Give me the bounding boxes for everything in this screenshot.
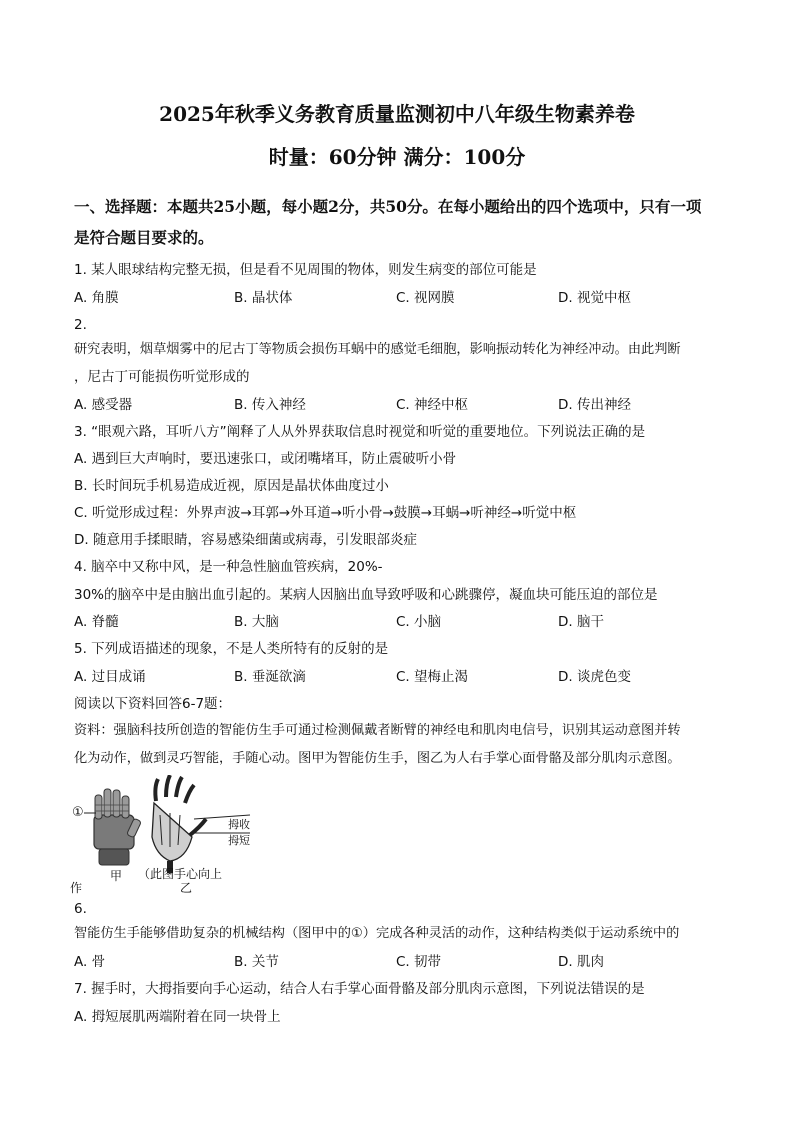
reading-material-line2: 化为动作，做到灵巧智能，手随心动。图甲为智能仿生手，图乙为人右手掌心面骨骼及部分肌肉示意图。 — [74, 751, 681, 766]
figure-label-yi: 乙 — [180, 881, 193, 895]
question-6-option-b[interactable]: B. 关节 — [234, 954, 279, 970]
figure-label-jia: 甲 — [110, 869, 123, 883]
question-2-option-a[interactable]: A. 感受器 — [74, 397, 133, 413]
exam-title: 2025年秋季义务教育质量监测初中八年级生物素养卷 — [159, 102, 635, 126]
question-3-option-c[interactable]: C. 听觉形成过程：外界声波→耳郭→外耳道→听小骨→鼓膜→耳蜗→听神经→听觉中枢 — [74, 505, 577, 521]
question-6-stem: 智能仿生手能够借助复杂的机械结构（图甲中的①）完成各种灵活的动作，这种结构类似于运动系统中的 — [74, 926, 680, 941]
question-6-option-c[interactable]: C. 韧带 — [396, 954, 442, 970]
question-5-stem: 5. 下列成语描述的现象，不是人类所特有的反射的是 — [74, 641, 389, 657]
question-2-stem-line1: 研究表明，烟草烟雾中的尼古丁等物质会损伤耳蜗中的感觉毛细胞，影响振动转化为神经冲动。由此判断 — [74, 342, 681, 357]
question-6-option-d[interactable]: D. 肌肉 — [558, 954, 604, 970]
question-3-option-b[interactable]: B. 长时间玩手机易造成近视，原因是晶状体曲度过小 — [74, 478, 389, 494]
robotic-hand-illustration — [84, 789, 141, 865]
section-heading-line1: 一、选择题：本题共25小题，每小题2分，共50分。在每小题给出的四个选项中，只有一项 — [74, 197, 702, 216]
question-2-option-c[interactable]: C. 神经中枢 — [396, 397, 469, 413]
figure-edge-text: 作 — [70, 881, 83, 895]
question-4-stem-line2: 30%的脑卒中是由脑出血引起的。某病人因脑出血导致呼吸和心跳骤停，凝血块可能压迫的部位是 — [74, 587, 658, 603]
question-2-option-d[interactable]: D. 传出神经 — [558, 397, 631, 413]
question-5-option-b[interactable]: B. 垂涎欲滴 — [234, 669, 306, 685]
reading-intro: 阅读以下资料回答6-7题： — [74, 696, 232, 712]
question-1-stem: 1. 某人眼球结构完整无损，但是看不见周围的物体，则发生病变的部位可能是 — [74, 262, 537, 278]
question-1-option-d[interactable]: D. 视觉中枢 — [558, 290, 631, 306]
question-3-stem: 3. “眼观六路，耳听八方”阐释了人从外界获取信息时视觉和听觉的重要地位。下列说法正确的是 — [74, 424, 646, 440]
question-4-option-c[interactable]: C. 小脑 — [396, 614, 442, 630]
section-heading — [74, 191, 724, 253]
question-4-stem-line1: 4. 脑卒中又称中风，是一种急性脑血管疾病，20%- — [74, 559, 383, 575]
question-6-number: 6. — [74, 901, 87, 917]
question-7-option-a[interactable]: A. 拇短展肌两端附着在同一块骨上 — [74, 1009, 281, 1025]
figure-marker: ① — [72, 805, 84, 820]
hand-figure — [70, 775, 270, 893]
question-1-option-b[interactable]: B. 晶状体 — [234, 290, 293, 306]
exam-subtitle: 时量：60分钟 满分：100分 — [268, 145, 526, 169]
question-3-option-d[interactable]: D. 随意用手揉眼睛，容易感染细菌或病毒，引发眼部炎症 — [74, 532, 417, 548]
question-2-option-b[interactable]: B. 传入神经 — [234, 397, 306, 413]
question-5-option-a[interactable]: A. 过目成诵 — [74, 669, 146, 685]
question-1-option-a[interactable]: A. 角膜 — [74, 290, 119, 306]
question-4-option-b[interactable]: B. 大脑 — [234, 614, 279, 630]
question-2-stem-line2: ，尼古丁可能损伤听觉形成的 — [74, 369, 250, 385]
question-1-option-c[interactable]: C. 视网膜 — [396, 290, 455, 306]
question-6-option-a[interactable]: A. 骨 — [74, 954, 106, 970]
question-4-option-a[interactable]: A. 脊髓 — [74, 614, 119, 630]
question-4-option-d[interactable]: D. 脑干 — [558, 614, 604, 630]
section-heading-line2: 是符合题目要求的。 — [74, 228, 214, 247]
figure-muscle-label-2: 拇短 — [228, 834, 250, 847]
question-7-stem: 7. 握手时，大拇指要向手心运动，结合人右手掌心面骨骼及部分肌肉示意图，下列说法错误的是 — [74, 981, 645, 997]
figure-muscle-label-1: 拇收 — [228, 818, 250, 831]
question-2-number: 2. — [74, 317, 87, 333]
reading-material-line1: 资料：强脑科技所创造的智能仿生手可通过检测佩戴者断臂的神经电和肌肉电信号，识别其运动意图并转 — [74, 723, 681, 738]
question-5-option-d[interactable]: D. 谈虎色变 — [558, 669, 631, 685]
figure-caption: （此图手心向上 — [138, 867, 223, 881]
question-3-option-a[interactable]: A. 遇到巨大声响时，要迅速张口，或闭嘴堵耳，防止震破听小骨 — [74, 451, 457, 467]
question-5-option-c[interactable]: C. 望梅止渴 — [396, 669, 469, 685]
